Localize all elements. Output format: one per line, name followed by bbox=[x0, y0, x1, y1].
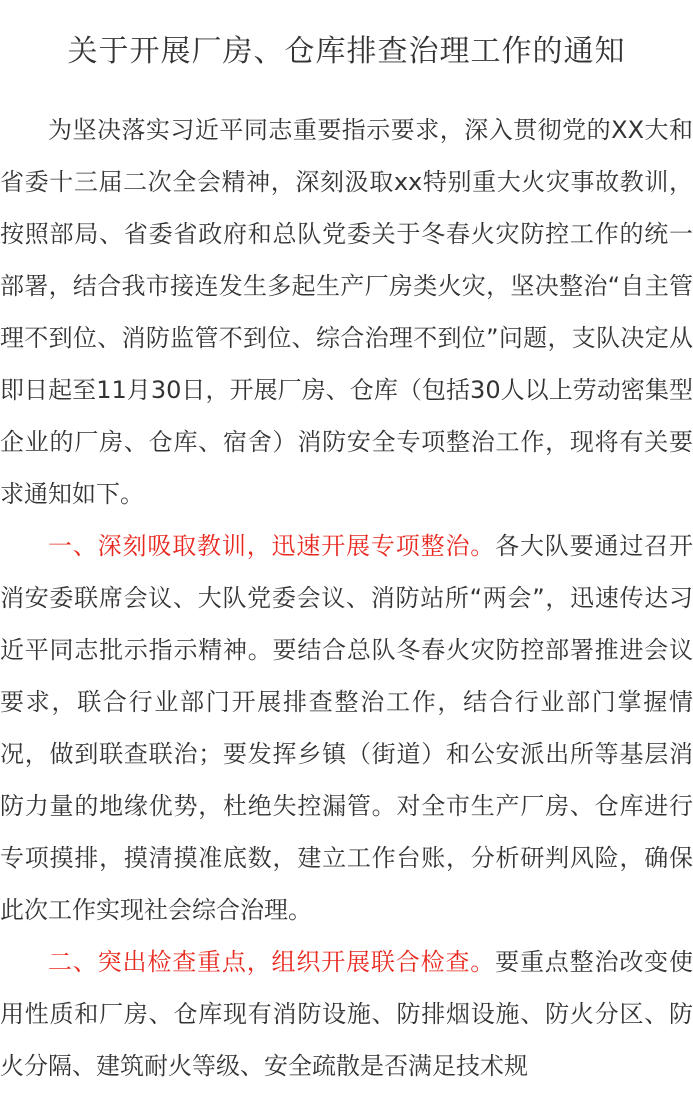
section-1-heading: 一、深刻吸取教训，迅速开展专项整治。 bbox=[48, 532, 496, 560]
section-2-heading: 二、突出检查重点，组织开展联合检查。 bbox=[48, 948, 496, 976]
paragraph-text: 要重点整治改变使用性质和厂房、仓库现有消防设施、防排烟设施、防火分区、防火分隔、建筑耐火等级、安全疏散是否满足技术规 bbox=[0, 948, 693, 1080]
paragraph-text: 为坚决落实习近平同志重要指示要求，深入贯彻党的XX大和省委十三届二次全会精神，深刻汲取xx特别重大火灾事故教训，按照部局、省委省政府和总队党委关于冬春火灾防控工作的统一部署，结合我市接连发生多起生产厂房类火灾，坚决整治“自主管理不到位、消防监管不到位、综合治理不到位”问题，支队决定从即日起至11月30日，开展厂房、仓库（包括30人以上劳动密集型企业的厂房、仓库、宿舍）消防安全专项整治工作，现将有关要求通知如下。 bbox=[0, 116, 693, 508]
intro-paragraph bbox=[0, 104, 693, 520]
paragraph-text: 各大队要通过召开消安委联席会议、大队党委会议、消防站所“两会”，迅速传达习近平同志批示指示精神。要结合总队冬春火灾防控部署推进会议要求，联合行业部门开展排查整治工作，结合行业部门掌握情况，做到联查联治；要发挥乡镇（街道）和公安派出所等基层消防力量的地缘优势，杜绝失控漏管。对全市生产厂房、仓库进行专项摸排，摸清摸准底数，建立工作台账，分析研判风险，确保此次工作实现社会综合治理。 bbox=[0, 532, 693, 924]
document-body bbox=[0, 104, 693, 1092]
document-title: 关于开展厂房、仓库排查治理工作的通知 bbox=[67, 34, 626, 69]
section-2-paragraph bbox=[0, 936, 693, 1092]
section-1-paragraph bbox=[0, 520, 693, 936]
